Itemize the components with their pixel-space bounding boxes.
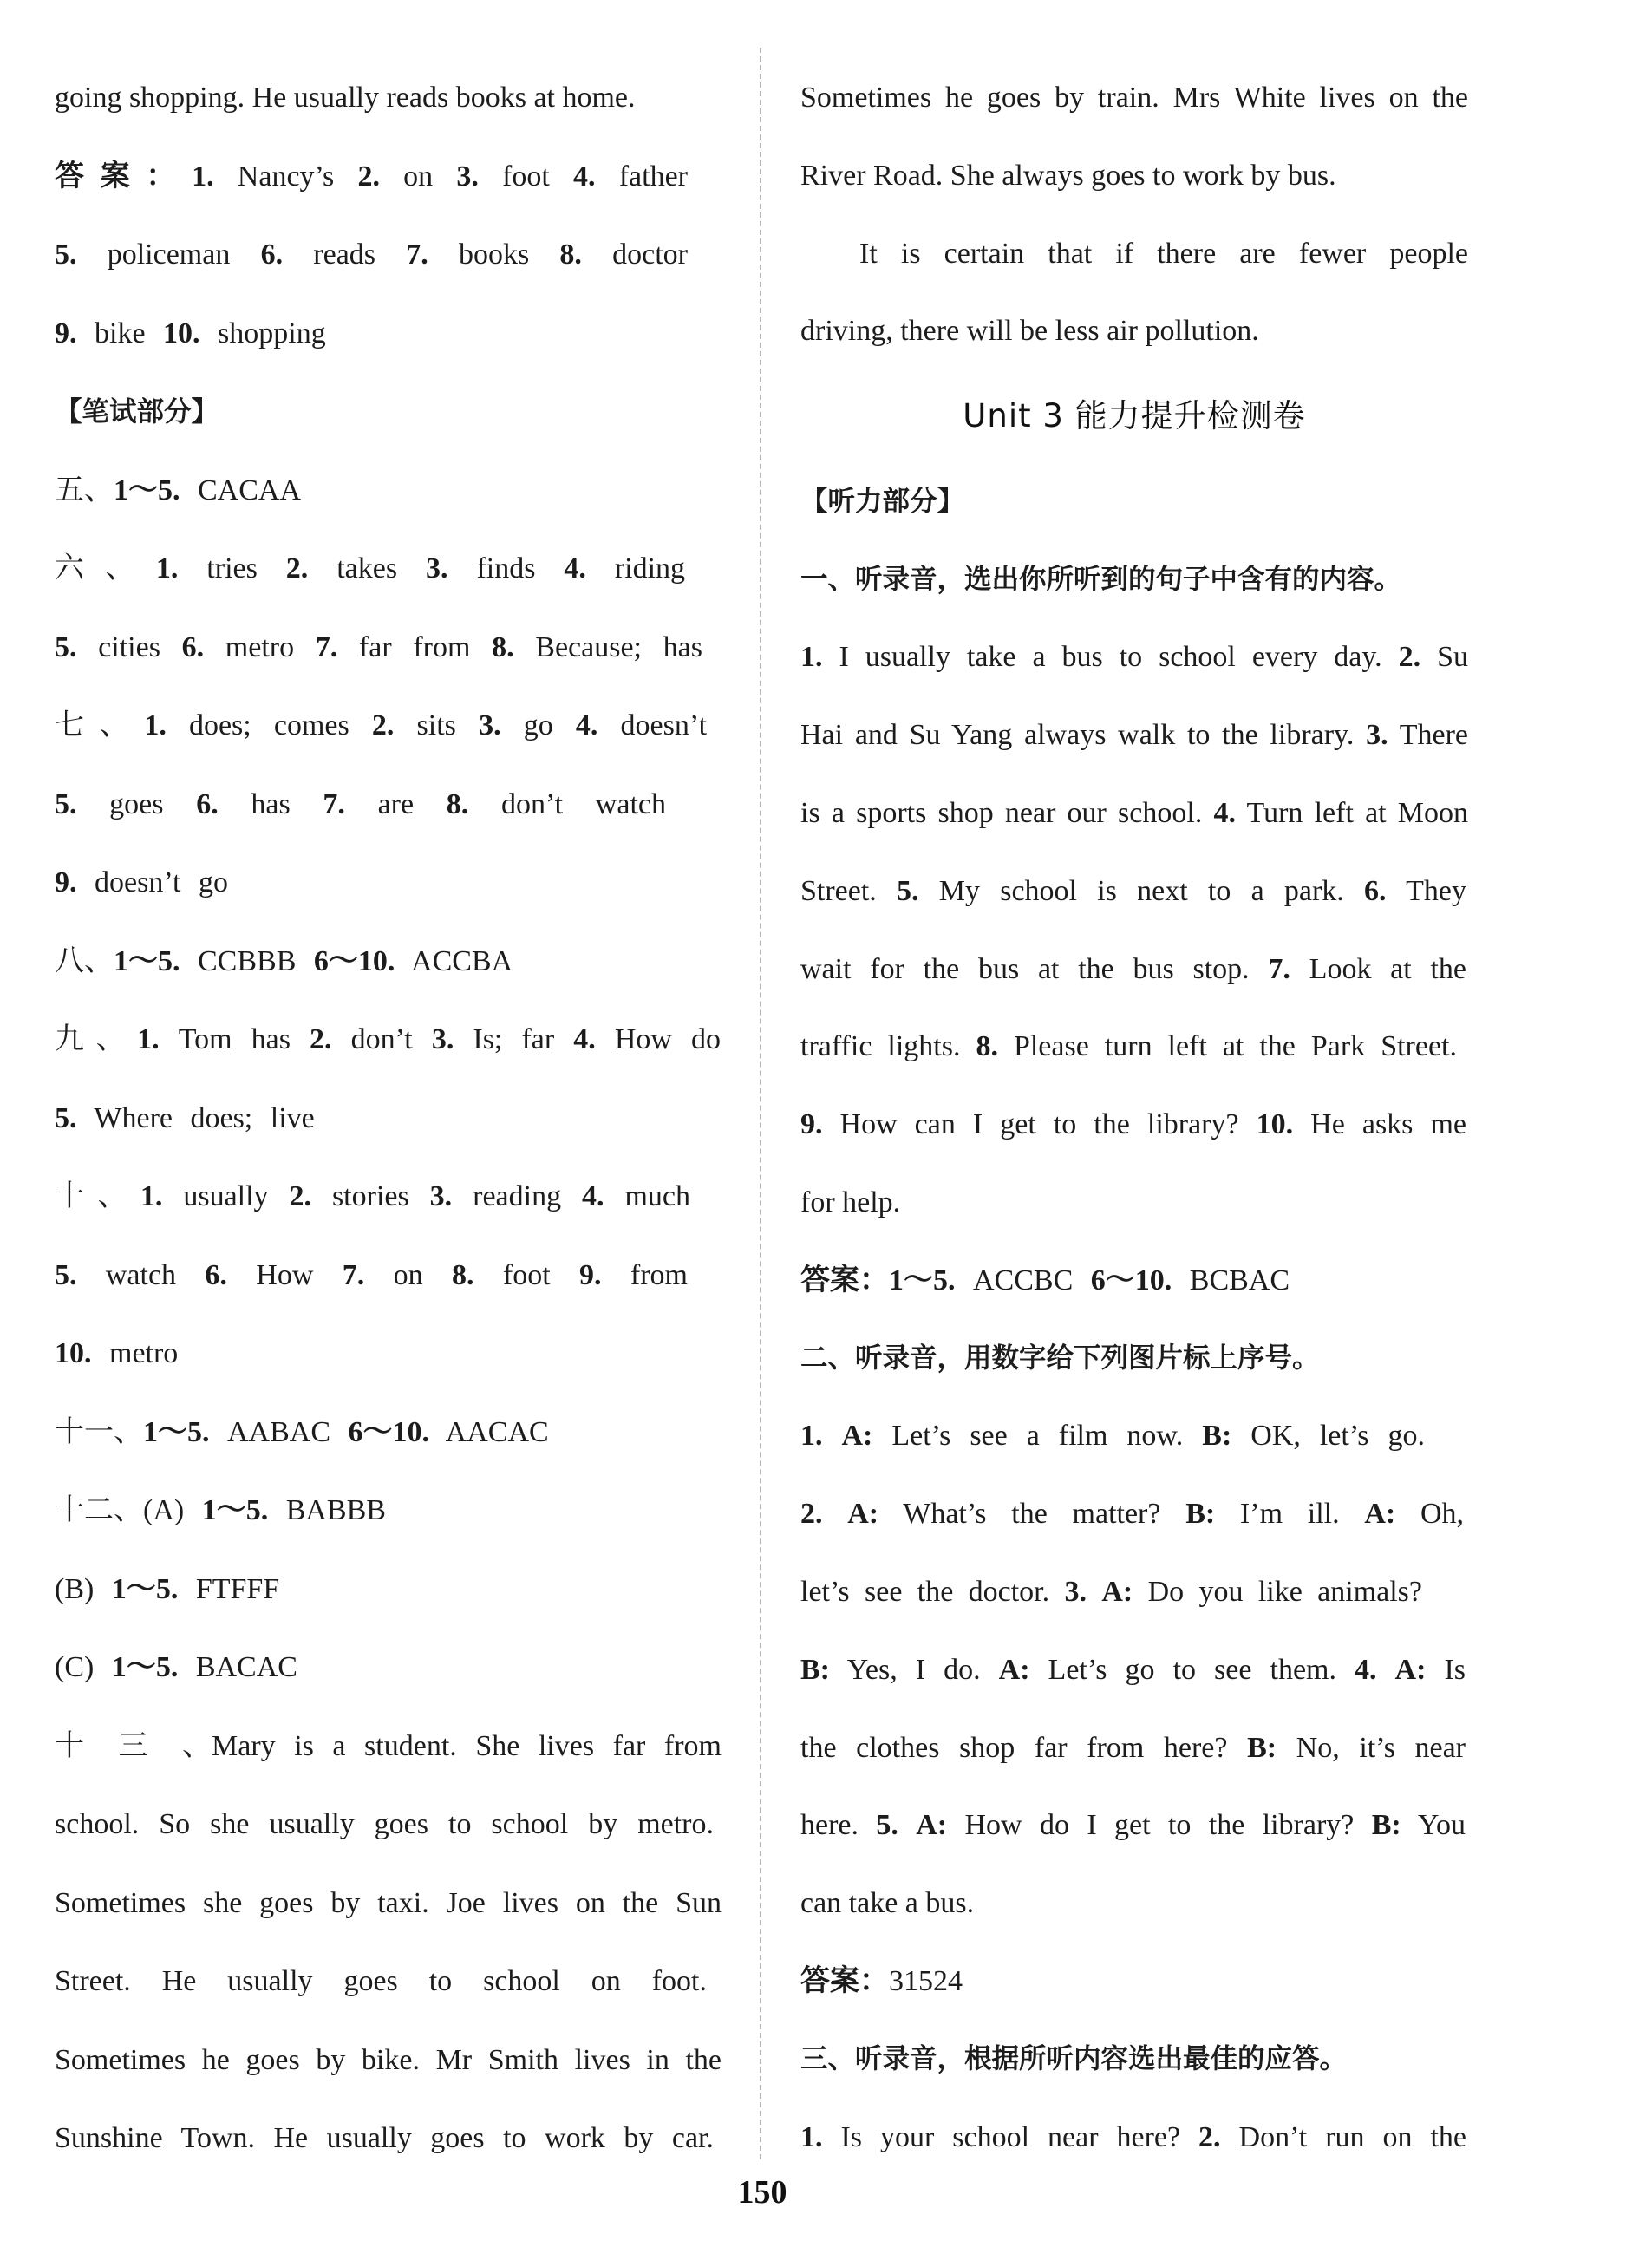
script-line: the clothes shop far from here? B: No, it’s near [800, 1731, 1466, 1764]
answer-line: 五、1～5. CACAA [55, 474, 302, 506]
passage-line: Sometimes he goes by bike. Mr Smith lives in the [55, 2043, 722, 2076]
script-line: 2. A: What’s the matter? B: I’m ill. A: Oh, [800, 1498, 1464, 1531]
answer-line: 答案：31524 [800, 1964, 963, 1997]
script-line: let’s see the doctor. 3. A: Do you like animals? [800, 1575, 1422, 1608]
script-line: for help. [800, 1186, 901, 1218]
answer-line: 六、1. tries 2. takes 3. finds 4. riding [55, 552, 686, 585]
left-column [55, 59, 722, 2178]
script-line: traffic lights. 8. Please turn left at the Park Street. [800, 1030, 1457, 1063]
answer-line: 5. watch 6. How 7. on 8. foot 9. from [55, 1258, 689, 1291]
passage-text: Mary is a student. She lives far from [212, 1729, 722, 1762]
script-line: Hai and Su Yang always walk to the library. 3. There [800, 719, 1468, 752]
answer-line: 答案：1～5. ACCBC 6～10. BCBAC [800, 1264, 1290, 1297]
answer-line: (B) 1～5. FTFFF [55, 1572, 280, 1605]
section-13-first-line [55, 1708, 722, 1786]
passage-line-indented: It is certain that if there are fewer people [859, 237, 1468, 270]
passage-line: school. So she usually goes to school by metro. [55, 1808, 714, 1840]
question-heading: 二、听录音，用数字给下列图片标上序号。 [800, 1342, 1320, 1374]
script-line: B: Yes, I do. A: Let’s go to see them. 4. A: Is [800, 1653, 1466, 1686]
answer-line: 十、1. usually 2. stories 3. reading 4. much [55, 1180, 690, 1212]
script-line: 9. How can I get to the library? 10. He asks me [800, 1108, 1466, 1141]
answer-line: 10. metro [55, 1337, 179, 1369]
answer-line: 十一、1～5. AABAC 6～10. AACAC [55, 1415, 549, 1448]
answer-line: 答案：1. Nancy’s 2. on 3. foot 4. father [55, 160, 688, 193]
answer-line: 5. goes 6. has 7. are 8. don’t watch [55, 787, 666, 820]
section-13-label: 十三、 [55, 1729, 212, 1762]
answer-line: 5. cities 6. metro 7. far from 8. Because; has [55, 630, 702, 663]
script-line: Street. 5. My school is next to a park. 6. They [800, 874, 1467, 907]
answer-line: 5. Where does; live [55, 1101, 315, 1134]
section-heading-listening: 【听力部分】 [800, 485, 965, 517]
section-heading-written: 【笔试部分】 [55, 396, 219, 428]
question-heading: 三、听录音，根据所听内容选出最佳的应答。 [800, 2042, 1348, 2074]
column-divider [760, 48, 761, 2159]
passage-line: River Road. She always goes to work by bus. [800, 159, 1336, 192]
answer-line: 八、1～5. CCBBB 6～10. ACCBA [55, 944, 513, 977]
question-heading: 一、听录音，选出你所听到的句子中含有的内容。 [800, 563, 1402, 595]
answer-line: 七、1. does; comes 2. sits 3. go 4. doesn’t [55, 709, 708, 741]
answer-line: 十二、(A) 1～5. BABBB [55, 1494, 386, 1526]
page-number: 150 [737, 2174, 787, 2211]
answer-line: 9. doesn’t go [55, 866, 228, 898]
script-line: is a sports shop near our school. 4. Turn left at Moon [800, 796, 1468, 829]
right-column [800, 59, 1468, 2176]
script-line: 1. Is your school near here? 2. Don’t run on the [800, 2120, 1466, 2153]
answer-line: 九、1. Tom has 2. don’t 3. Is; far 4. How do [55, 1023, 722, 1055]
passage-line: driving, there will be less air pollution. [800, 315, 1259, 348]
passage-line: Street. He usually goes to school on foot. [55, 1965, 707, 1997]
passage-line: going shopping. He usually reads books at home. [55, 82, 636, 114]
answer-line: 9. bike 10. shopping [55, 317, 326, 349]
script-line: 1. I usually take a bus to school every day. 2. Su [800, 641, 1468, 674]
answer-line: 5. policeman 6. reads 7. books 8. doctor [55, 238, 688, 271]
answer-line: (C) 1～5. BACAC [55, 1651, 297, 1683]
passage-line: Sometimes she goes by taxi. Joe lives on the Sun [55, 1886, 722, 1919]
passage-line: Sometimes he goes by train. Mrs White lives on the [800, 82, 1468, 114]
script-line: wait for the bus at the bus stop. 7. Look at the [800, 952, 1467, 985]
passage-line: Sunshine Town. He usually goes to work by car. [55, 2122, 714, 2154]
script-line: 1. A: Let’s see a film now. B: OK, let’s go. [800, 1420, 1425, 1453]
script-line: can take a bus. [800, 1887, 975, 1920]
script-line: here. 5. A: How do I get to the library? B: You [800, 1809, 1466, 1842]
unit-title: Unit 3 能力提升检测卷 [963, 397, 1306, 435]
